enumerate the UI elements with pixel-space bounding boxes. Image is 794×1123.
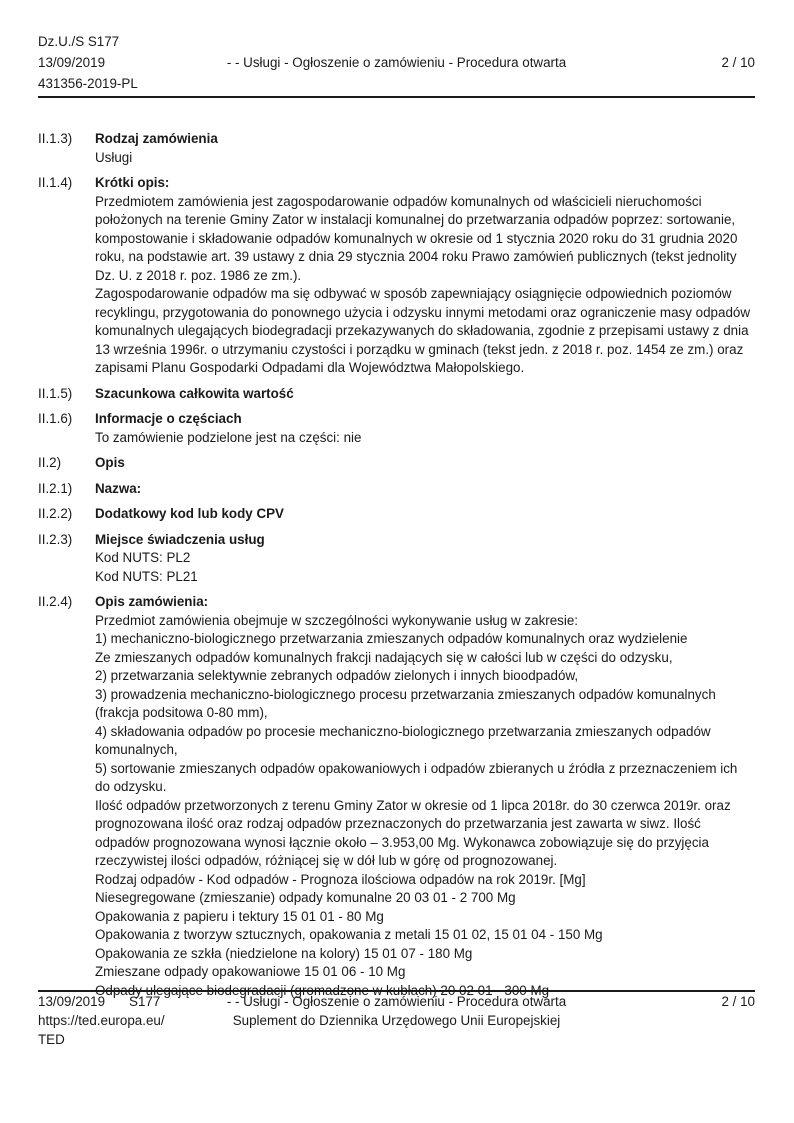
section-body <box>95 174 755 378</box>
section-paragraph: Opakowania ze szkła (niedzielone na kolory) 15 01 07 - 180 Mg <box>95 945 473 961</box>
section-body <box>95 130 755 167</box>
ted-url-link[interactable]: https://ted.europa.eu/ <box>38 1013 165 1028</box>
header-notice-title: - - Usługi - Ogłoszenie o zamówieniu - Procedura otwarta <box>226 55 567 70</box>
notice-section <box>38 593 755 1000</box>
section-paragraph: 5) sortowanie zmieszanych odpadów opakowaniowych i odpadów zbieranych u źródła z przeznaczeniem ich do odzysku. <box>95 760 738 794</box>
section-paragraph: Kod NUTS: PL2 <box>95 550 191 565</box>
section-paragraph: Opakowania z tworzyw sztucznych, opakowania z metali 15 01 02, 15 01 04 - 150 Mg <box>95 927 603 942</box>
section-paragraph: Przedmiot zamówienia obejmuje w szczególności wykonywanie usług w zakresie: <box>95 612 579 628</box>
section-paragraph: 2) przetwarzania selektywnie zebranych odpadów zielonych i innych bioodpadów, <box>95 668 579 683</box>
footer-supplement-label: Suplement do Dziennika Urzędowego Unii Europejskiej <box>232 1013 561 1028</box>
section-paragraph: Usługi <box>95 149 133 165</box>
notice-section <box>38 174 755 378</box>
section-body <box>95 480 755 499</box>
section-paragraph: Opakowania z papieru i tektury 15 01 01 - 80 Mg <box>95 908 384 924</box>
footer-notice-title: - - Usługi - Ogłoszenie o zamówieniu - Procedura otwarta <box>226 994 567 1009</box>
page-footer <box>38 988 755 1049</box>
section-number: II.2.1) <box>38 480 73 496</box>
section-title: Nazwa: <box>95 480 142 496</box>
section-title: Szacunkowa całkowita wartość <box>95 385 294 401</box>
footer-row-1 <box>38 992 755 1011</box>
notice-section <box>38 505 755 524</box>
header-page-indicator: 2 / 10 <box>721 55 755 70</box>
section-number: II.1.5) <box>38 385 73 401</box>
section-paragraph: Rodzaj odpadów - Kod odpadów - Prognoza ilościowa odpadów na rok 2019r. [Mg] <box>95 871 586 887</box>
footer-edition: S177 <box>129 994 161 1009</box>
section-number: II.2) <box>38 455 62 470</box>
page-header <box>38 31 755 98</box>
header-notice-ref: 431356-2019-PL <box>38 76 138 91</box>
section-title: Dodatkowy kod lub kody CPV <box>95 506 284 521</box>
notice-section <box>38 410 755 447</box>
section-paragraph: Niesegregowane (zmieszanie) odpady komunalne 20 03 01 - 2 700 Mg <box>95 890 516 905</box>
section-paragraph: Przedmiotem zamówienia jest zagospodarowanie odpadów komunalnych od właścicieli nieruchomości położonych na terenie Gminy Zator w instalacji komunalnej do przetwarzania odpadów poprzez: sortowanie, kompostowanie i składowanie odpadów komunalnych w okresie od 1 stycznia 2020 roku do 31 grudnia 2020 roku, na podstawie art. 39 ustawy z dnia 29 stycznia 2004 roku Prawo zamówień publicznych (tekst jednolity Dz. U. z 2018 r. poz. 1986 ze zm.). <box>95 193 738 283</box>
header-rule <box>38 96 755 98</box>
section-body <box>95 385 755 404</box>
notice-section <box>38 130 755 167</box>
section-body <box>95 454 755 473</box>
footer-ted-label: TED <box>38 1032 65 1047</box>
notice-section <box>38 480 755 499</box>
section-title: Miejsce świadczenia usług <box>95 531 265 547</box>
section-title: Informacje o częściach <box>95 411 242 426</box>
section-paragraph: Odpady ulegające biodegradacji (gromadzone w kubłach) 20 02 01 - 300 Mg <box>95 982 550 998</box>
section-paragraph: Zmieszane odpady opakowaniowe 15 01 06 - 10 Mg <box>95 964 406 979</box>
section-body <box>95 593 755 1000</box>
footer-date: 13/09/2019 <box>38 994 106 1009</box>
section-body <box>95 531 755 587</box>
section-body <box>95 505 755 524</box>
notice-section <box>38 385 755 404</box>
notice-section <box>38 531 755 587</box>
section-paragraph: To zamówienie podzielone jest na części: nie <box>95 429 362 445</box>
header-doc-ref: Dz.U./S S177 <box>38 34 120 49</box>
section-paragraph: 3) prowadzenia mechaniczno-biologicznego procesu przetwarzania zmieszanych odpadów komunalnych (frakcja podsitowa 0-80 mm), <box>95 686 716 720</box>
notice-section <box>38 454 755 473</box>
header-middle-row <box>38 52 755 73</box>
section-number: II.1.4) <box>38 175 73 190</box>
section-number: II.2.3) <box>38 531 73 547</box>
section-number: II.2.2) <box>38 506 73 521</box>
section-title: Opis <box>95 455 125 470</box>
section-paragraph: 4) składowania odpadów po procesie mechaniczno-biologicznego przetwarzania zmieszanych odpadów komunalnych, <box>95 723 711 757</box>
section-number: II.1.6) <box>38 411 73 426</box>
section-paragraph: Ilość odpadów przetworzonych z terenu Gminy Zator w okresie od 1 lipca 2018r. do 30 czerwca 2019r. oraz prognozowana ilość oraz rodzaj odpadów przeznaczonych do przetwarzania jest zawarta w siwz. Ilość odpadów prognozowana wynosi łącznie około – 3.953,00 Mg. Wykonawca zobowiązuje się do przyjęcia rzeczywistej ilości odpadów, różniącej się w dół lub w górę od prognozowanej. <box>95 797 731 868</box>
section-paragraph: 1) mechaniczno-biologicznego przetwarzania zmieszanych odpadów komunalnych oraz wydzielenie <box>95 631 688 646</box>
section-number: II.1.3) <box>38 131 73 146</box>
notice-sections <box>38 130 755 1007</box>
section-title: Rodzaj zamówienia <box>95 131 218 146</box>
section-title: Krótki opis: <box>95 175 170 190</box>
section-paragraph: Kod NUTS: PL21 <box>95 568 198 584</box>
header-date: 13/09/2019 <box>38 55 106 70</box>
section-paragraph: Zagospodarowanie odpadów ma się odbywać w sposób zapewniający osiągnięcie odpowiednich poziomów recyklingu, przygotowania do ponownego użycia i odzysku innymi metodami oraz ograniczenie masy odpadów komunalnych ulegających biodegradacji przekazywanych do składowania, zgodnie z przepisami ustawy z dnia 13 września 1996r. o utrzymaniu czystości i porządku w gminach (tekst jedn. z 2018 r. poz. 1454 ze zm.) oraz zapisami Planu Gospodarki Odpadami dla Województwa Małopolskiego. <box>95 286 751 375</box>
section-body <box>95 410 755 447</box>
section-paragraph: Ze zmieszanych odpadów komunalnych frakcji nadających się w całości lub w części do odzysku, <box>95 649 673 665</box>
footer-row-2 <box>38 1011 755 1030</box>
section-title: Opis zamówienia: <box>95 594 209 609</box>
footer-page-indicator: 2 / 10 <box>721 994 755 1009</box>
section-number: II.2.4) <box>38 594 73 609</box>
